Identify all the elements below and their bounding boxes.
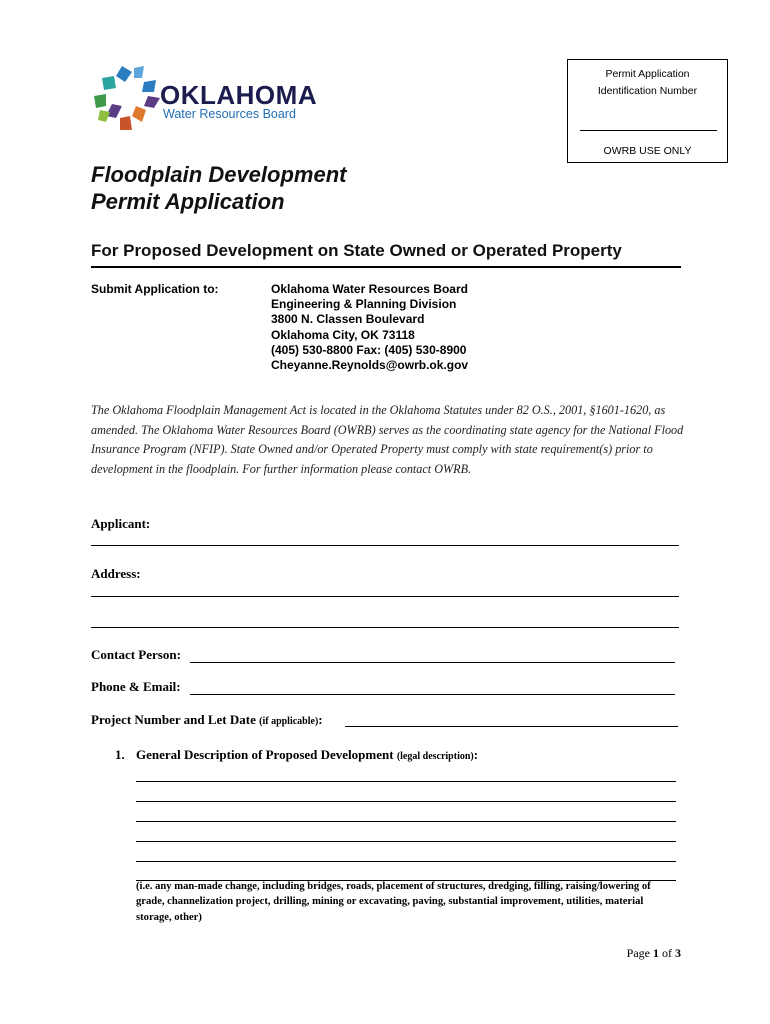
- submit-label: Submit Application to:: [91, 282, 219, 296]
- address-line: 3800 N. Classen Boulevard: [271, 312, 425, 327]
- page-title: [91, 161, 346, 215]
- description-line-3[interactable]: [136, 821, 676, 822]
- address-line: Oklahoma Water Resources Board: [271, 282, 468, 296]
- address-field-line-1[interactable]: [91, 596, 679, 597]
- phone-email-field[interactable]: [190, 694, 675, 695]
- page-subtitle: For Proposed Development on State Owned or Operated Property: [91, 241, 622, 260]
- applicant-label: Applicant:: [91, 516, 151, 531]
- logo-star-shape: [94, 66, 160, 130]
- title-line-2: Permit Application: [91, 189, 285, 214]
- question-1-footnote: (i.e. any man-made change, including bridges, roads, placement of structures, dredging, filling, raising/lowering of grade, channelization project, drilling, mining or excavating, paving, substantial improvement, utilities, material storage, other): [136, 881, 651, 923]
- address-field-line-2[interactable]: [91, 627, 679, 628]
- applicant-field[interactable]: [91, 545, 679, 546]
- logo-star-icon: [92, 64, 162, 134]
- page-middle: of: [659, 946, 675, 960]
- question-1-note: (legal description): [396, 751, 474, 762]
- address-label: Address:: [91, 566, 141, 581]
- intro-paragraph: The Oklahoma Floodplain Management Act is located in the Oklahoma Statutes under 82 O.S., 2001, §1601-1620, as amended. The Oklahoma Water Resources Board (OWRB) serves as the coordinating state agency for the National Flood Insurance Program (NFIP). State Owned and/or Operated Property must comply with state requirement(s) prior to development in the floodplain. For further information please contact OWRB.: [91, 403, 684, 476]
- description-line-1[interactable]: [136, 781, 676, 782]
- question-1-colon: :: [473, 747, 479, 762]
- project-number-field[interactable]: [345, 726, 678, 727]
- project-number-label: [91, 712, 323, 728]
- page-total: 3: [675, 946, 681, 960]
- question-1-label: [136, 747, 478, 763]
- title-line-1: Floodplain Development: [91, 162, 347, 187]
- address-line: (405) 530-8800 Fax: (405) 530-8900: [271, 342, 467, 357]
- page-current: 1: [653, 946, 659, 960]
- page-number: [627, 946, 681, 961]
- submit-address: [271, 282, 468, 373]
- description-line-5[interactable]: [136, 861, 676, 862]
- address-line: Oklahoma City, OK 73118: [271, 327, 415, 342]
- project-number-colon: :: [318, 712, 323, 727]
- contact-person-field[interactable]: [190, 662, 675, 663]
- question-1-number: 1.: [115, 747, 125, 762]
- owrb-logo: [92, 64, 162, 134]
- description-line-2[interactable]: [136, 801, 676, 802]
- contact-email[interactable]: Cheyanne.Reynolds@owrb.ok.gov: [271, 358, 469, 373]
- permit-id-field[interactable]: [580, 130, 717, 131]
- project-number-note: (if applicable): [259, 716, 319, 727]
- owrb-use-only-label: OWRB USE ONLY: [603, 145, 692, 157]
- address-line: Engineering & Planning Division: [271, 297, 457, 312]
- question-1-text: General Description of Proposed Development: [136, 747, 394, 762]
- permit-id-label-2: Identification Number: [597, 85, 698, 97]
- phone-email-label: Phone & Email:: [91, 679, 181, 694]
- page-prefix: Page: [626, 946, 653, 960]
- subtitle-rule: [91, 266, 681, 268]
- description-line-4[interactable]: [136, 841, 676, 842]
- permit-id-box: [567, 59, 728, 163]
- logo-subtitle: Water Resources Board: [163, 107, 296, 121]
- project-number-text: Project Number and Let Date: [91, 712, 256, 727]
- permit-id-label-1: Permit Application: [605, 68, 690, 80]
- logo-wordmark: OKLAHOMA: [160, 80, 318, 110]
- contact-person-label: Contact Person:: [91, 647, 181, 662]
